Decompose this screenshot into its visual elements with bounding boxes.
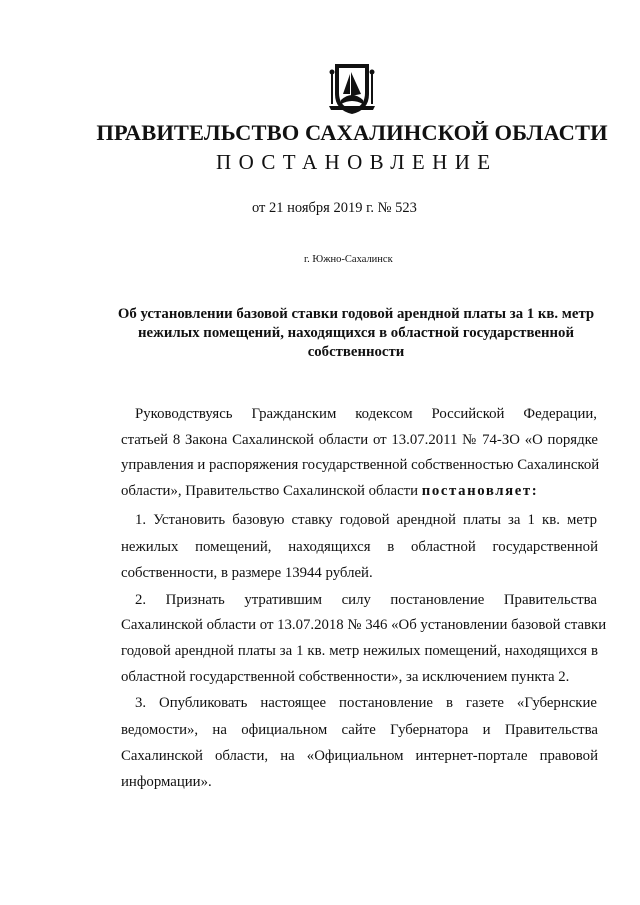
government-title: ПРАВИТЕЛЬСТВО САХАЛИНСКОЙ ОБЛАСТИ (96, 120, 608, 145)
heading-line: Об установлении базовой ставки годовой арендной платы за 1 кв. метр (117, 306, 595, 322)
body-line: Руководствуясь Гражданским кодексом Российской Федерации, (135, 406, 597, 422)
body-line: управления и распоряжения государственной собственностью Сахалинской (121, 457, 600, 473)
body-line: информации». (121, 774, 212, 790)
document-heading (96, 305, 616, 362)
body-line: областной государственной собственности», за исключением пункта 2. (121, 669, 570, 685)
heading-line: нежилых помещений, находящихся в областной государственной (138, 325, 574, 341)
body-line: ведомости», на официальном сайте Губернатора и Правительства (121, 722, 598, 738)
body-text: области», Правительство Сахалинской области (121, 483, 422, 499)
city-name: г. Южно-Сахалинск (304, 254, 393, 265)
body-line: годовой арендной платы за 1 кв. метр нежилых помещений, находящихся в (121, 643, 598, 659)
body-line: Сахалинской области от 13.07.2018 № 346 «Об установлении базовой ставки (121, 617, 607, 633)
decree-keyword: постановляет: (421, 483, 539, 499)
body-line (121, 483, 598, 500)
heading-line: собственности (307, 344, 405, 360)
body-line: собственности, в размере 13944 рублей. (121, 565, 373, 581)
body-line: статьей 8 Закона Сахалинской области от 13.07.2011 № 74-ЗО «О порядке (121, 432, 598, 448)
document-type: ПОСТАНОВЛЕНИЕ (216, 150, 498, 174)
coat-of-arms-icon (327, 60, 377, 116)
body-line: Сахалинской области, на «Официальном интернет-портале правовой (121, 748, 598, 764)
body-line: нежилых помещений, находящихся в областной государственной (121, 539, 598, 555)
body-line: 1. Установить базовую ставку годовой арендной платы за 1 кв. метр (135, 512, 597, 528)
date-number: от 21 ноября 2019 г. № 523 (252, 200, 417, 216)
body-line: 3. Опубликовать настоящее постановление в газете «Губернские (135, 695, 597, 711)
body-line: 2. Признать утратившим силу постановление Правительства (135, 592, 597, 608)
